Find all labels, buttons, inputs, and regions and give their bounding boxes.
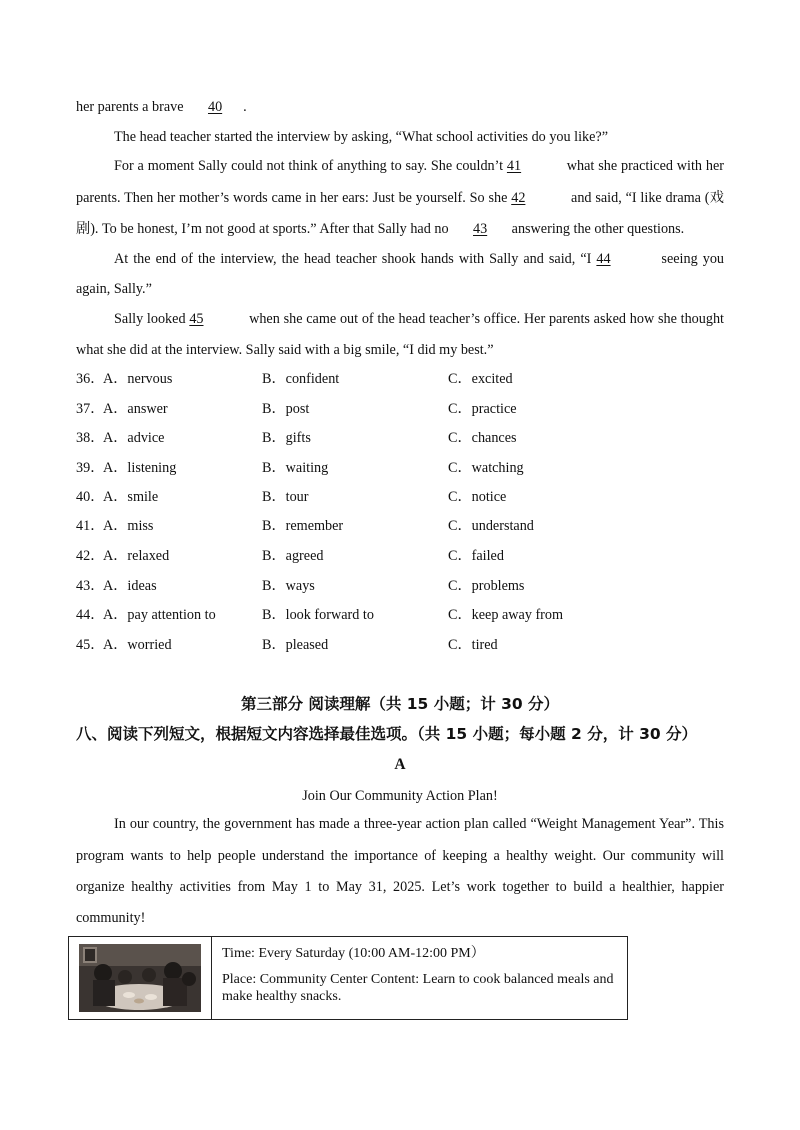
- blank-44: 44: [596, 251, 611, 267]
- passage-line: 剧). To be honest, I’m not good at sports.” After that Sally had no 43 answering the other questions.: [76, 221, 685, 237]
- article-line: In our country, the government has made a three-year action plan called “Weight Management Year”. This: [114, 816, 724, 832]
- option-a: A．smile: [103, 489, 159, 505]
- passage-line: At the end of the interview, the head teacher shook hands with Sally and said, “I 44 seeing you: [114, 251, 724, 267]
- option-b: B．confident: [262, 371, 340, 387]
- activity-time: Time: Every Saturday (10:00 AM-12:00 PM）: [222, 946, 485, 961]
- option-b: B．look forward to: [262, 607, 374, 623]
- option-c: C．chances: [448, 430, 517, 446]
- option-a: A．ideas: [103, 578, 157, 594]
- passage-line: For a moment Sally could not think of anything to say. She couldn’t 41 what she practiced with her: [114, 158, 724, 174]
- option-c: C．understand: [448, 518, 534, 534]
- option-b: B．post: [262, 401, 310, 417]
- article-line: organize healthy activities from May 1 to May 31, 2025. Let’s work together to build a healthier, happier: [76, 879, 724, 895]
- option-c: C．practice: [448, 401, 517, 417]
- article-line: community!: [76, 910, 146, 926]
- option-c: C．failed: [448, 548, 504, 564]
- option-b: B．gifts: [262, 430, 311, 446]
- activity-place-content: Place: Community Center Content: Learn to cook balanced meals and make healthy snacks.: [222, 972, 614, 1004]
- passage-line: her parents a brave 40 .: [76, 99, 247, 115]
- blank-45: 45: [189, 311, 204, 327]
- blank-42: 42: [511, 190, 526, 206]
- passage-line: parents. Then her mother’s words came in her ears: Just be yourself. So she 42 and said, “I like drama (戏: [76, 190, 724, 206]
- option-a: A．pay attention to: [103, 607, 216, 623]
- option-a: A．listening: [103, 460, 177, 476]
- option-c: C．problems: [448, 578, 525, 594]
- option-c: C．notice: [448, 489, 507, 505]
- option-a: A．worried: [103, 637, 172, 653]
- option-a: A．answer: [103, 401, 168, 417]
- option-b: B．agreed: [262, 548, 324, 564]
- option-a: A．advice: [103, 430, 165, 446]
- option-b: B．ways: [262, 578, 315, 594]
- blank-41: 41: [506, 158, 522, 174]
- option-a: A．miss: [103, 518, 154, 534]
- section-instruction: 八、阅读下列短文，根据短文内容选择最佳选项。（共 15 小题；每小题 2 分，计 30 分）: [76, 725, 698, 743]
- passage-line: what she did at the interview. Sally said with a big smile, “I did my best.”: [76, 342, 494, 358]
- blank-43: 43: [473, 221, 488, 237]
- part-title: 第三部分 阅读理解（共 15 小题；计 30 分）: [240, 695, 560, 713]
- article-title: Join Our Community Action Plan!: [302, 788, 498, 804]
- option-b: B．remember: [262, 518, 344, 534]
- passage-line: The head teacher started the interview by asking, “What school activities do you like?”: [114, 129, 609, 145]
- option-c: C．watching: [448, 460, 524, 476]
- article-line: program wants to help people understand the importance of keeping a healthy weight. Our community will: [76, 848, 724, 864]
- blank-40: 40: [207, 99, 223, 115]
- passage-line: Sally looked 45 when she came out of the head teacher’s office. Her parents asked how she thought: [114, 311, 724, 327]
- activity-details: [212, 937, 628, 1020]
- option-c: C．keep away from: [448, 607, 564, 623]
- option-a: A．nervous: [103, 371, 173, 387]
- passage-line: again, Sally.”: [76, 281, 152, 297]
- option-b: B．tour: [262, 489, 309, 505]
- option-c: C．tired: [448, 637, 498, 653]
- passage-letter: A: [394, 756, 406, 773]
- family-dinner-photo: [69, 937, 211, 1019]
- photo-cell: [69, 937, 212, 1020]
- activity-table: [68, 936, 628, 1020]
- option-a: A．relaxed: [103, 548, 170, 564]
- option-b: B．waiting: [262, 460, 329, 476]
- option-c: C．excited: [448, 371, 513, 387]
- option-b: B．pleased: [262, 637, 329, 653]
- table-row: [69, 937, 628, 1020]
